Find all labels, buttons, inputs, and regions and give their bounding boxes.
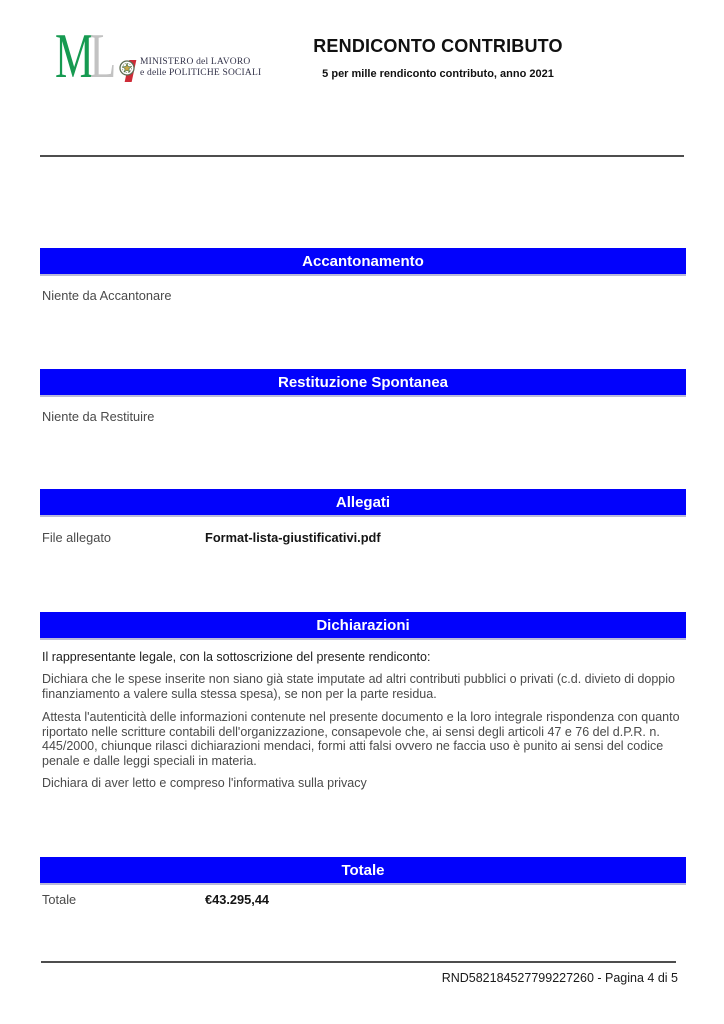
section-header-totale: Totale	[40, 857, 686, 885]
allegati-filename: Format-lista-giustificativi.pdf	[205, 530, 381, 545]
restituzione-note: Niente da Restituire	[42, 409, 155, 424]
section-header-restituzione-spontanea: Restituzione Spontanea	[40, 369, 686, 397]
ministry-name-line2: e delle POLITICHE SOCIALI	[140, 67, 262, 78]
page-title: RENDICONTO CONTRIBUTO	[313, 36, 563, 56]
dichiarazioni-paragraph-privacy: Dichiara di aver letto e compreso l'informativa sulla privacy	[42, 776, 367, 790]
accantonamento-note: Niente da Accantonare	[42, 288, 172, 303]
republic-emblem-icon	[119, 60, 135, 76]
totale-amount: €43.295,44	[205, 892, 270, 907]
logo-letter-l: L	[89, 20, 117, 91]
logo-letter-m: M	[55, 20, 94, 91]
allegati-label: File allegato	[42, 530, 112, 545]
totale-label: Totale	[42, 892, 77, 907]
footer-page-info: RND582184527799227260 - Pagina 4 di 5	[441, 971, 678, 985]
dichiarazioni-paragraph-intro: Il rappresentante legale, con la sottoscrizione del presente rendiconto:	[42, 650, 431, 664]
header-title-block	[200, 36, 676, 80]
header-divider	[40, 155, 684, 157]
section-header-dichiarazioni: Dichiarazioni	[40, 612, 686, 640]
page-subtitle: 5 per mille rendiconto contributo, anno 2021	[322, 68, 554, 80]
ministry-name-line1: MINISTERO del LAVORO	[140, 57, 251, 67]
section-header-allegati: Allegati	[40, 489, 686, 517]
footer-divider	[41, 961, 676, 963]
section-header-accantonamento: Accantonamento	[40, 248, 686, 276]
logo-letters	[55, 20, 117, 91]
dichiarazioni-paragraph-autenticita: Attesta l'autenticità delle informazioni contenute nel presente documento e la loro integrale rispondenza con quanto riportato nelle scritture contabili dell'organizzazione, consapevole che, ai sensi degli articoli 47 e 76 del d.P.R. n. 445/2000, chiunque rilasci dichiarazioni mendaci, formi atti falsi ovvero ne faccia uso è punito ai sensi del codice penale e dalle leggi speciali in materia.	[42, 710, 680, 768]
dichiarazioni-paragraph-doppio-finanziamento: Dichiara che le spese inserite non siano già state imputate ad altri contributi pubblici o privati (c.d. divieto di doppio finanziamento a valere sulla stessa spesa), se non per la parte residua.	[42, 672, 675, 701]
